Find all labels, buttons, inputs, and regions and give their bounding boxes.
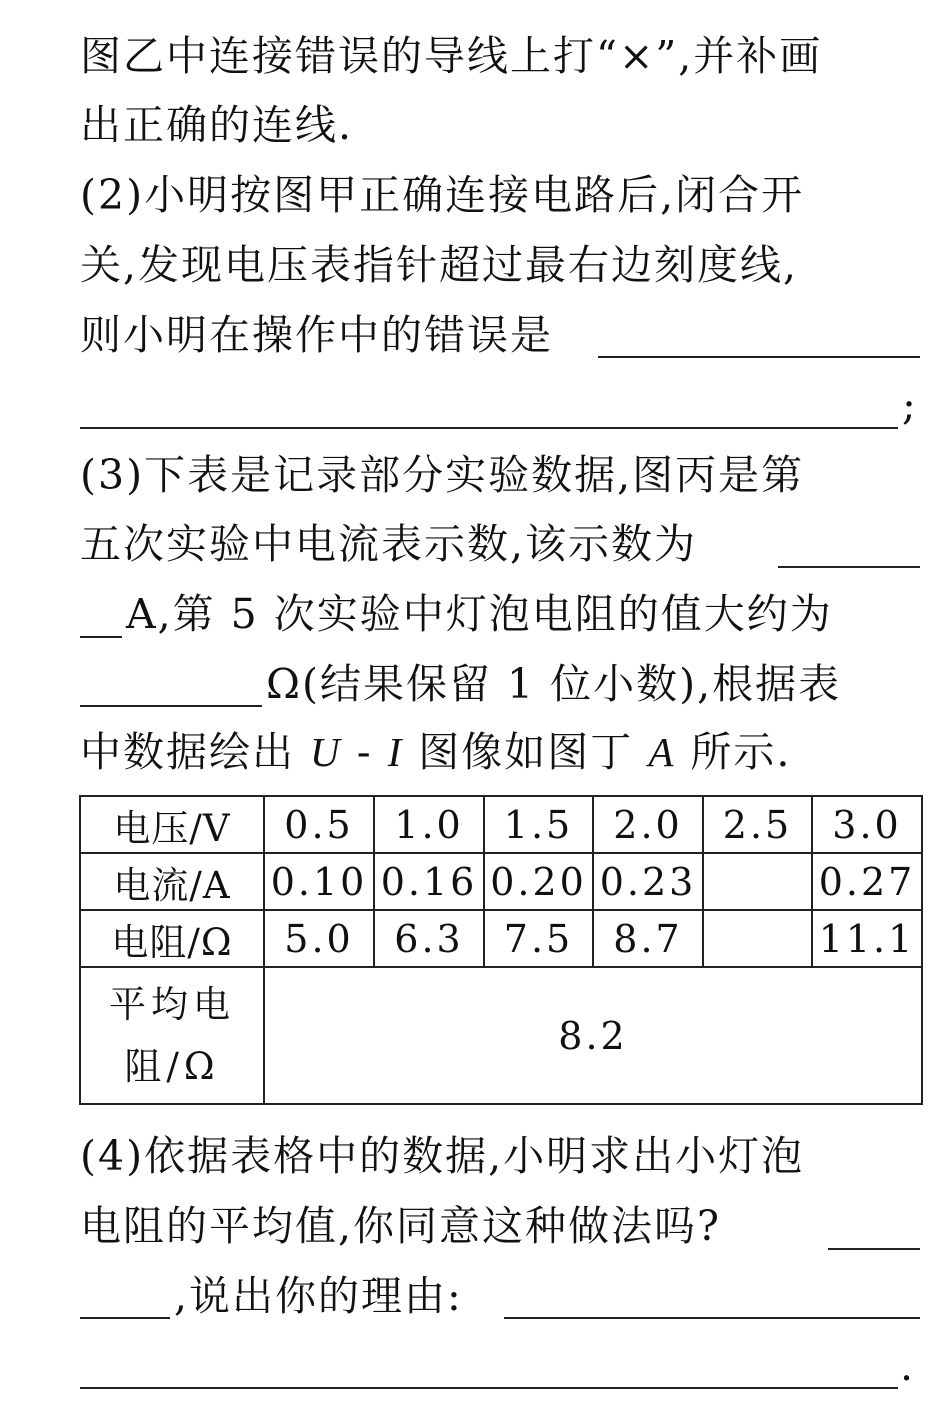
question-text-line: 电阻的平均值,你同意这种做法吗? xyxy=(80,1202,722,1250)
text-segment: 中数据绘出 xyxy=(80,728,311,776)
table-cell: 0.16 xyxy=(374,853,484,910)
row-label: 电压/V xyxy=(80,796,264,853)
current-answer-blank[interactable] xyxy=(778,566,920,568)
table-cell: 6.3 xyxy=(374,910,484,967)
avg-label-line-2: 阻/Ω xyxy=(124,1044,220,1088)
row-label: 电流/A xyxy=(80,853,264,910)
table-cell: 0.10 xyxy=(264,853,374,910)
row-label: 电阻/Ω xyxy=(80,910,264,967)
question-3-text: (3)下表是记录部分实验数据,图丙是第 xyxy=(80,451,805,499)
symbol-i: I xyxy=(387,729,404,775)
table-cell: 0.27 xyxy=(812,853,922,910)
empty-cell xyxy=(703,910,812,967)
question-text: 则小明在操作中的错误是 xyxy=(80,311,553,359)
question-text-line: 图乙中连接错误的导线上打“×”,并补画 xyxy=(80,32,823,80)
answer-blank[interactable] xyxy=(80,427,898,429)
agree-answer-blank-cont[interactable] xyxy=(80,1317,170,1319)
symbol-a: A xyxy=(648,729,676,775)
table-cell: 0.20 xyxy=(484,853,593,910)
text-segment: 所示. xyxy=(675,728,792,776)
table-cell: 3.0 xyxy=(812,796,922,853)
avg-label-line-1: 平均电 xyxy=(109,982,235,1026)
question-text-line: 五次实验中电流表示数,该示数为 xyxy=(80,520,698,568)
table-cell: 0.23 xyxy=(593,853,703,910)
question-text-line: Ω(结果保留 1 位小数),根据表 xyxy=(266,660,842,708)
dash: - xyxy=(341,728,388,776)
average-resistance-label xyxy=(80,967,264,1104)
question-text-line: ,说出你的理由: xyxy=(174,1272,463,1320)
current-row xyxy=(80,853,922,910)
table-cell: 1.0 xyxy=(374,796,484,853)
experiment-data-table xyxy=(79,795,923,1105)
average-row xyxy=(80,967,922,1104)
table-cell: 2.5 xyxy=(703,796,812,853)
voltage-row xyxy=(80,796,922,853)
table-cell: 0.5 xyxy=(264,796,374,853)
text-segment: 图像如图丁 xyxy=(403,728,649,776)
question-text-line: 关,发现电压表指针超过最右边刻度线, xyxy=(80,241,799,289)
question-text-line: A,第 5 次实验中灯泡电阻的值大约为 xyxy=(126,590,833,638)
current-answer-blank-cont[interactable] xyxy=(80,636,122,638)
resistance-row xyxy=(80,910,922,967)
question-2-text: (2)小明按图甲正确连接电路后,闭合开 xyxy=(80,171,805,219)
resistance-answer-blank[interactable] xyxy=(80,705,262,707)
table-cell: 8.7 xyxy=(593,910,703,967)
question-text-line xyxy=(80,724,920,780)
table-cell: 5.0 xyxy=(264,910,374,967)
reason-answer-blank[interactable] xyxy=(504,1317,920,1319)
question-text-line xyxy=(80,307,920,363)
average-resistance-value: 8.2 xyxy=(264,967,922,1104)
question-text-line: 出正确的连线. xyxy=(80,101,354,149)
empty-cell xyxy=(703,853,812,910)
question-4-text: (4)依据表格中的数据,小明求出小灯泡 xyxy=(80,1132,805,1180)
agree-answer-blank[interactable] xyxy=(828,1248,920,1250)
period: . xyxy=(900,1342,916,1390)
semicolon: ; xyxy=(902,381,918,429)
symbol-u: U xyxy=(310,729,342,775)
table-cell: 7.5 xyxy=(484,910,593,967)
table-cell: 11.1 xyxy=(812,910,922,967)
table-cell: 2.0 xyxy=(593,796,703,853)
table-cell: 1.5 xyxy=(484,796,593,853)
answer-blank[interactable] xyxy=(598,356,920,358)
reason-answer-blank-cont[interactable] xyxy=(80,1387,898,1389)
